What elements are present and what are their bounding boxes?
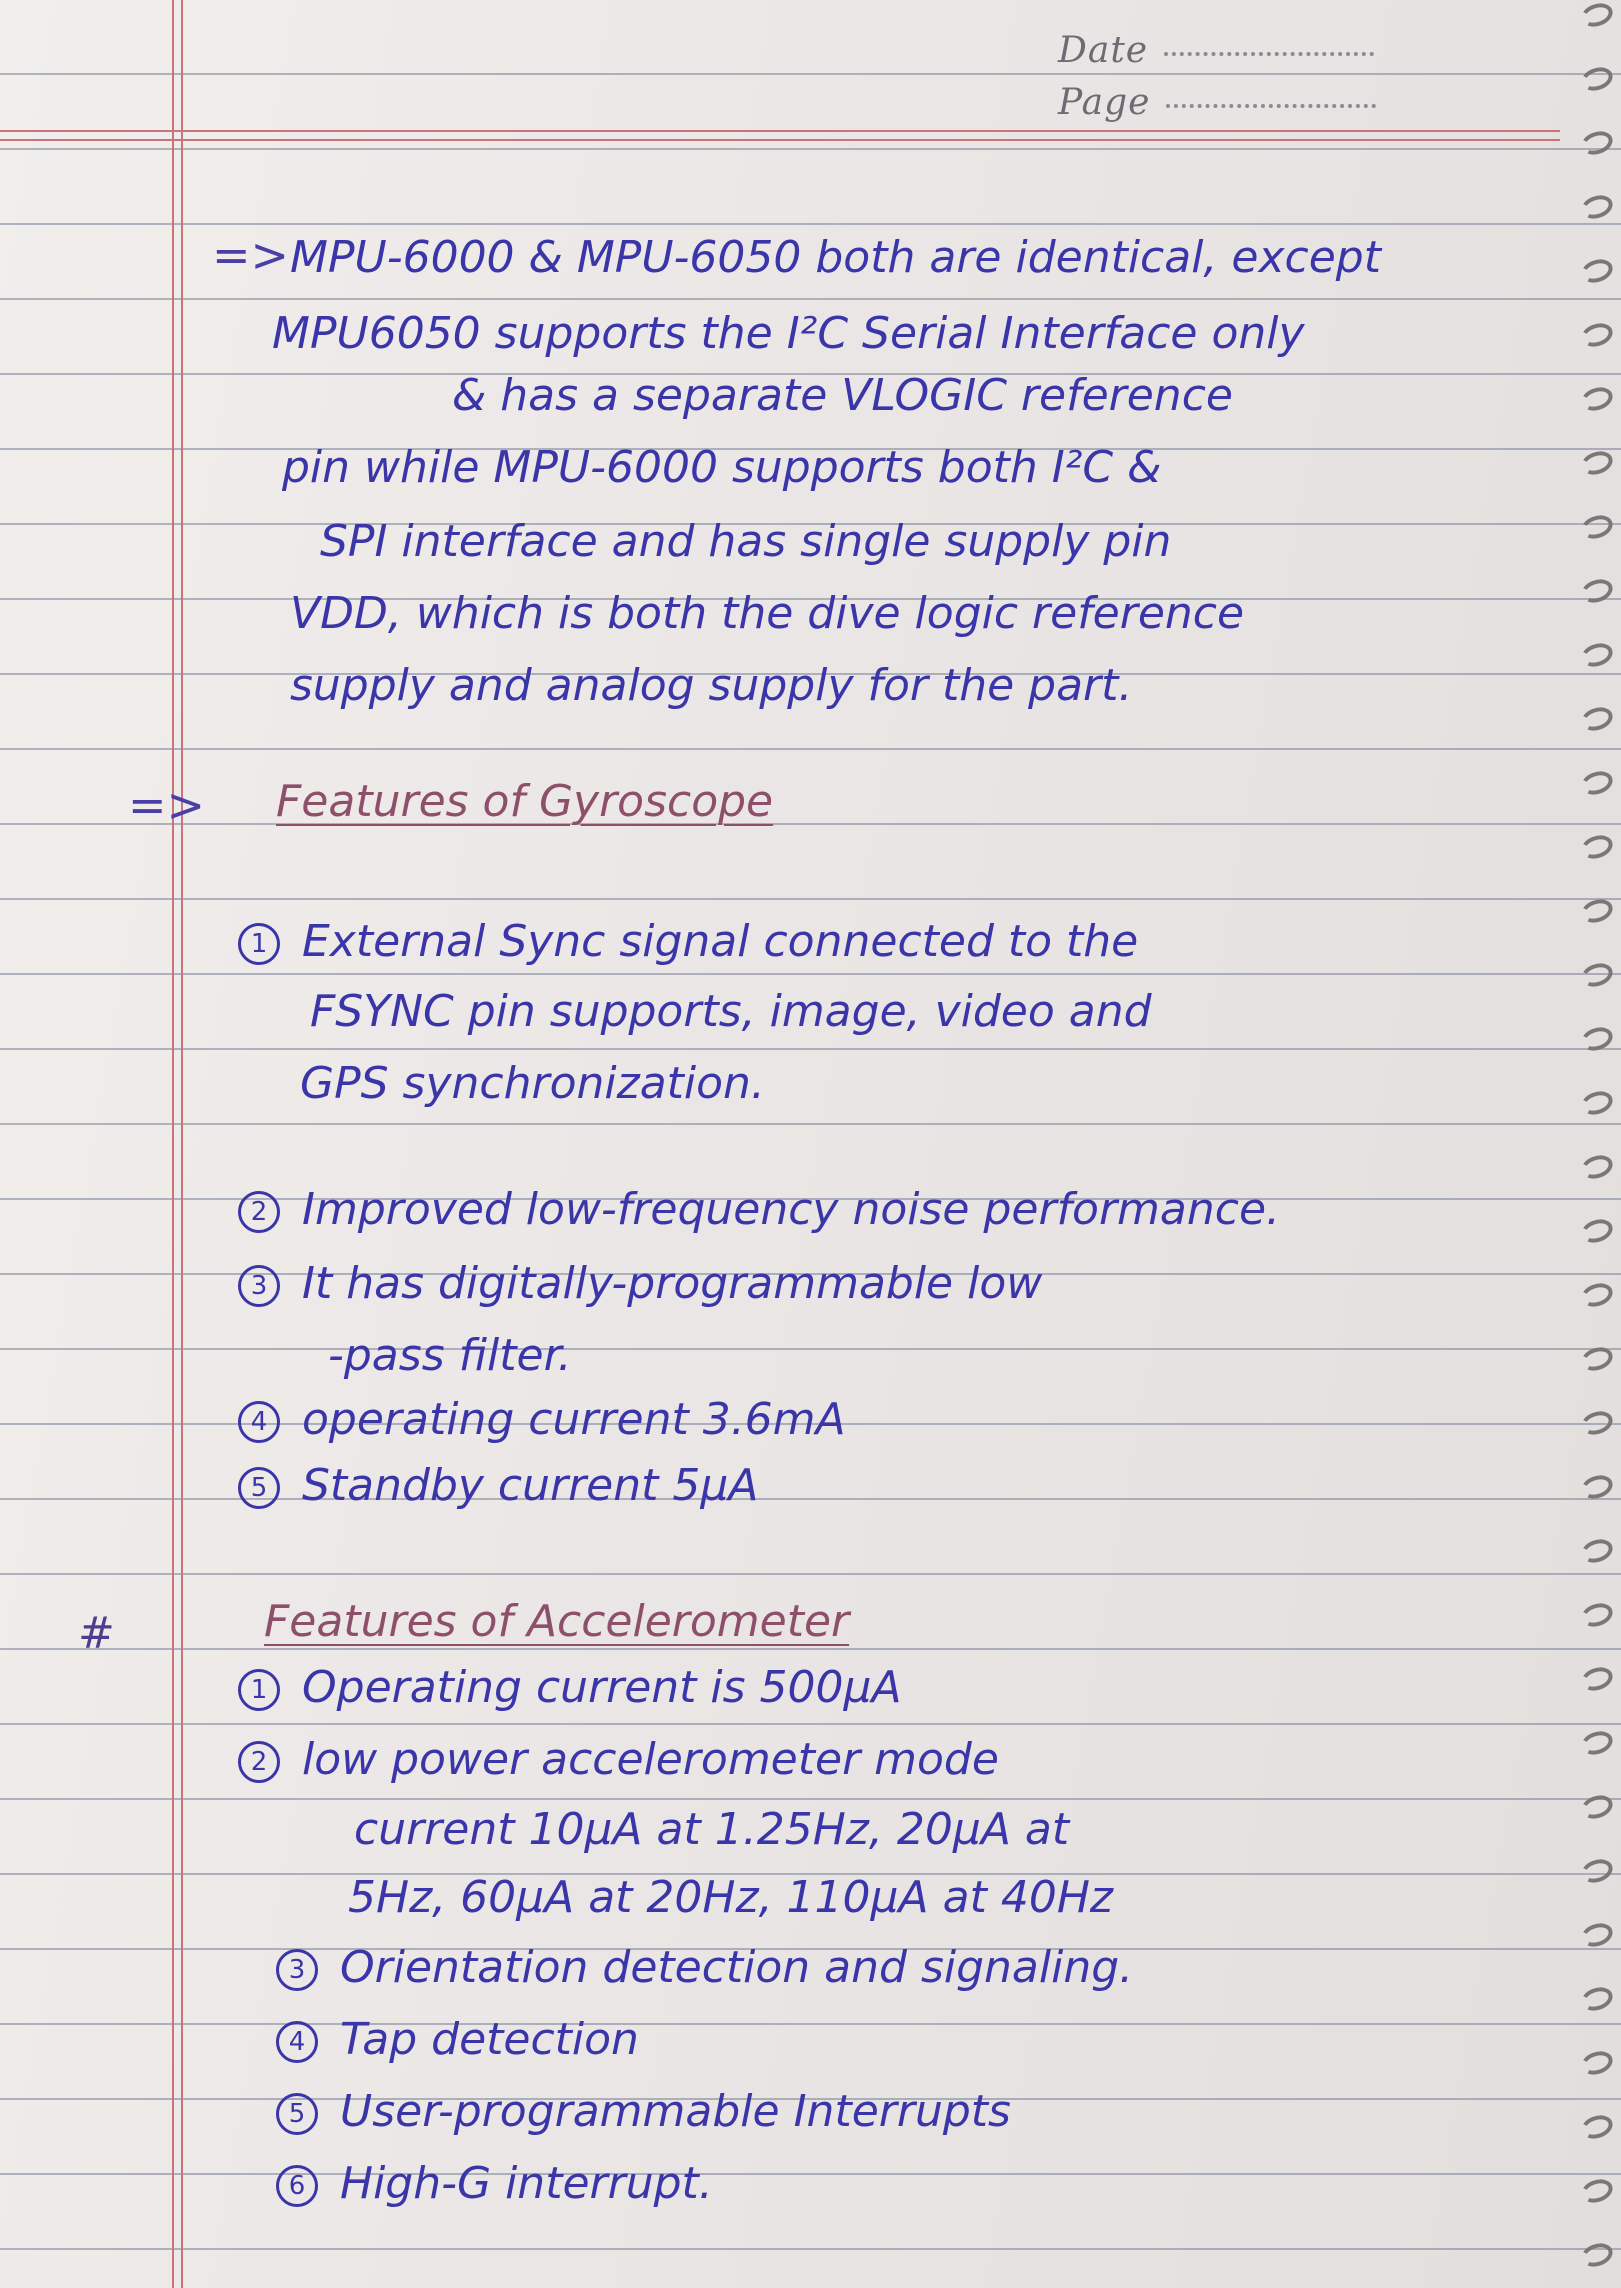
item-text: User-programmable Interrupts (340, 2086, 1011, 2137)
margin-line (181, 0, 183, 2288)
spiral-ring (1578, 576, 1615, 607)
spiral-ring (1578, 0, 1615, 30)
item-number: 1 (238, 1669, 280, 1711)
item-continuation: 5Hz, 60µA at 20Hz, 110µA at 40Hz (348, 1872, 1113, 1923)
intro-line: VDD, which is both the dive logic reference (290, 588, 1245, 639)
item-number: 4 (238, 1401, 280, 1443)
item-number: 4 (276, 2021, 318, 2063)
item-text: It has digitally-programmable low (302, 1258, 1043, 1309)
list-item (276, 2158, 713, 2209)
item-text: Standby current 5µA (302, 1460, 759, 1511)
header-rule (0, 130, 1560, 132)
item-number: 5 (238, 1467, 280, 1509)
item-number: 2 (238, 1741, 280, 1783)
spiral-ring (1578, 64, 1615, 95)
list-item (238, 916, 1139, 967)
spiral-ring (1578, 1344, 1615, 1375)
item-continuation: -pass filter. (328, 1330, 572, 1381)
item-text: Tap detection (340, 2014, 639, 2065)
spiral-ring (1578, 2048, 1615, 2079)
section-heading: Features of Gyroscope (276, 776, 774, 827)
spiral-ring (1578, 1792, 1615, 1823)
item-text: Orientation detection and signaling. (340, 1942, 1134, 1993)
spiral-ring (1578, 2112, 1615, 2143)
intro-line: MPU6050 supports the I²C Serial Interface only (272, 308, 1305, 359)
spiral-ring (1578, 1216, 1615, 1247)
margin-line (172, 0, 174, 2288)
item-text: operating current 3.6mA (302, 1394, 846, 1445)
spiral-ring (1578, 1664, 1615, 1695)
spiral-ring (1578, 1856, 1615, 1887)
spiral-ring (1578, 640, 1615, 671)
date-blank (1164, 52, 1374, 56)
list-item (238, 1734, 999, 1785)
list-item (276, 2014, 639, 2065)
item-number: 3 (238, 1265, 280, 1307)
spiral-ring (1578, 512, 1615, 543)
item-number: 5 (276, 2093, 318, 2135)
item-text: Operating current is 500µA (302, 1662, 902, 1713)
list-item (276, 2086, 1011, 2137)
item-number: 1 (238, 923, 280, 965)
item-text: External Sync signal connected to the (302, 916, 1139, 967)
item-text: High-G interrupt. (340, 2158, 713, 2209)
spiral-ring (1578, 768, 1615, 799)
spiral-ring (1578, 384, 1615, 415)
spiral-ring (1578, 256, 1615, 287)
page-field (1058, 82, 1376, 123)
spiral-ring (1578, 1600, 1615, 1631)
date-field (1058, 30, 1374, 71)
intro-line: MPU-6000 & MPU-6050 both are identical, except (290, 232, 1381, 283)
spiral-ring (1578, 192, 1615, 223)
intro-line: supply and analog supply for the part. (290, 660, 1133, 711)
item-text: Improved low-frequency noise performance. (302, 1184, 1281, 1235)
date-label: Date (1058, 30, 1149, 71)
spiral-ring (1578, 1984, 1615, 2015)
list-item (238, 1258, 1043, 1309)
spiral-ring (1578, 320, 1615, 351)
spiral-ring (1578, 832, 1615, 863)
spiral-ring (1578, 448, 1615, 479)
spiral-ring (1578, 1536, 1615, 1567)
list-item (238, 1460, 759, 1511)
item-number: 6 (276, 2165, 318, 2207)
spiral-ring (1578, 1728, 1615, 1759)
intro-line: SPI interface and has single supply pin (320, 516, 1172, 567)
page-blank (1166, 104, 1376, 108)
arrow-marker: => (128, 778, 206, 832)
intro-line: pin while MPU-6000 supports both I²C & (282, 442, 1162, 493)
item-continuation: GPS synchronization. (300, 1058, 765, 1109)
spiral-ring (1578, 1472, 1615, 1503)
spiral-binding (1563, 0, 1621, 2288)
page-label: Page (1058, 82, 1151, 123)
arrow-marker: => (212, 228, 290, 282)
item-continuation: current 10µA at 1.25Hz, 20µA at (354, 1804, 1070, 1855)
spiral-ring (1578, 960, 1615, 991)
spiral-ring (1578, 896, 1615, 927)
section-heading: Features of Accelerometer (264, 1596, 850, 1647)
list-item (276, 1942, 1134, 1993)
spiral-ring (1578, 1088, 1615, 1119)
item-continuation: FSYNC pin supports, image, video and (310, 986, 1152, 1037)
spiral-ring (1578, 2176, 1615, 2207)
spiral-ring (1578, 128, 1615, 159)
item-number: 2 (238, 1191, 280, 1233)
list-item (238, 1662, 902, 1713)
spiral-ring (1578, 1280, 1615, 1311)
spiral-ring (1578, 1152, 1615, 1183)
spiral-ring (1578, 1024, 1615, 1055)
list-item (238, 1184, 1281, 1235)
spiral-ring (1578, 1408, 1615, 1439)
header-rule (0, 139, 1560, 141)
list-item (238, 1394, 846, 1445)
spiral-ring (1578, 704, 1615, 735)
intro-line: & has a separate VLOGIC reference (452, 370, 1233, 421)
spiral-ring (1578, 1920, 1615, 1951)
hash-marker: # (78, 1608, 115, 1659)
item-text: low power accelerometer mode (302, 1734, 999, 1785)
spiral-ring (1578, 2240, 1615, 2271)
item-number: 3 (276, 1949, 318, 1991)
